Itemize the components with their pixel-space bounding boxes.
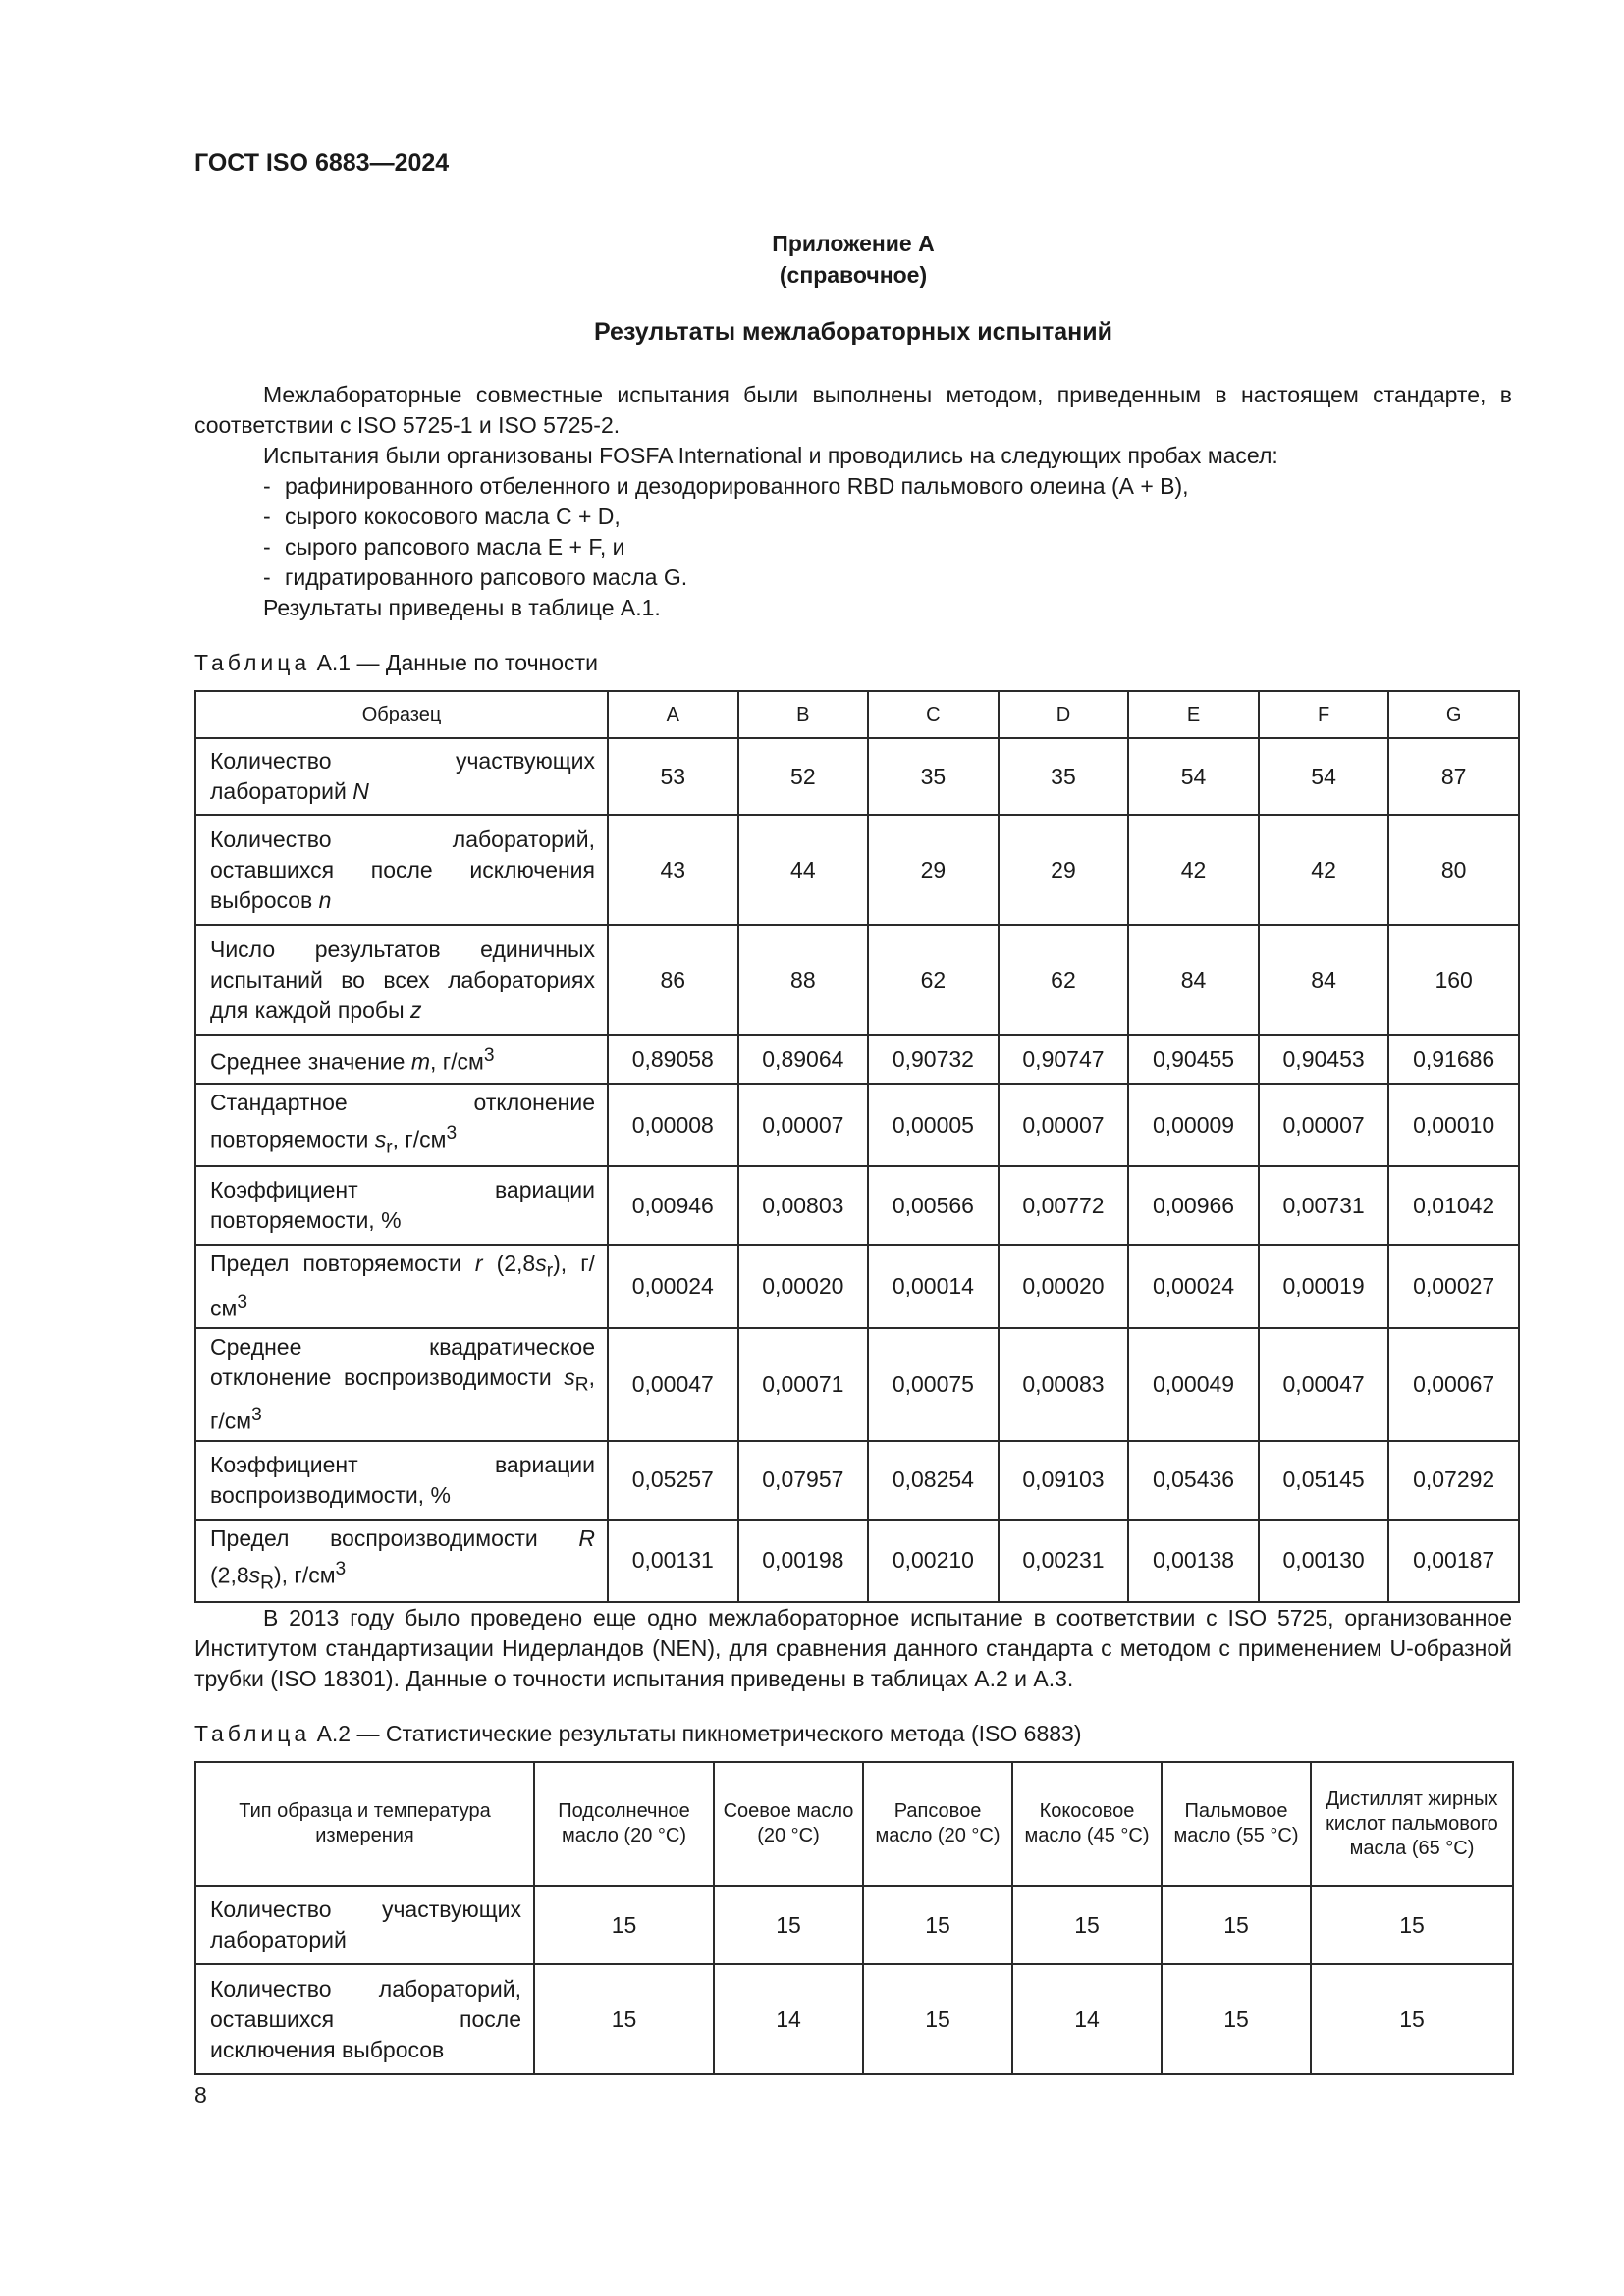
table-cell: 0,00009 bbox=[1128, 1084, 1259, 1166]
table-cell: 14 bbox=[714, 1964, 863, 2074]
table-row bbox=[195, 738, 1519, 815]
table-cell: 52 bbox=[738, 738, 869, 815]
table-cell: 0,00024 bbox=[608, 1245, 738, 1327]
list-item: - сырого кокосового масла С + D, bbox=[263, 504, 621, 529]
row-label: Количество лабораторий, оставшихся после исключения выбросов n bbox=[195, 815, 608, 925]
table-cell: 0,00566 bbox=[868, 1166, 999, 1245]
table-cell: 0,00005 bbox=[868, 1084, 999, 1166]
table-cell: 0,07957 bbox=[738, 1441, 869, 1520]
table-cell: 86 bbox=[608, 925, 738, 1035]
table-row bbox=[195, 925, 1519, 1035]
column-header-sample: Образец bbox=[195, 691, 608, 738]
row-label: Число результатов единичных испытаний во всех лабораториях для каждой пробы z bbox=[195, 925, 608, 1035]
table-cell: 62 bbox=[868, 925, 999, 1035]
table-cell: 15 bbox=[863, 1964, 1012, 2074]
table-cell: 84 bbox=[1128, 925, 1259, 1035]
annex-title: Приложение А bbox=[772, 231, 935, 256]
table-cell: 0,00803 bbox=[738, 1166, 869, 1245]
table-cell: 0,00187 bbox=[1388, 1520, 1519, 1602]
table-row bbox=[195, 1035, 1519, 1084]
annex-heading bbox=[194, 228, 1512, 291]
table-cell: 0,90747 bbox=[999, 1035, 1129, 1084]
table-cell: 0,00007 bbox=[1259, 1084, 1389, 1166]
table-cell: 84 bbox=[1259, 925, 1389, 1035]
table-cell: 0,90732 bbox=[868, 1035, 999, 1084]
table-cell: 160 bbox=[1388, 925, 1519, 1035]
table-cell: 0,00007 bbox=[738, 1084, 869, 1166]
table-row bbox=[195, 1328, 1519, 1441]
pycnometer-table bbox=[194, 1761, 1514, 2075]
table-cell: 35 bbox=[999, 738, 1129, 815]
table-cell: 0,00067 bbox=[1388, 1328, 1519, 1441]
table-cell: 0,09103 bbox=[999, 1441, 1129, 1520]
row-label: Предел повторяемости r $(2,8s_r)$, $г/см^3$ bbox=[195, 1245, 608, 1327]
table-cell: 0,00008 bbox=[608, 1084, 738, 1166]
column-header: E bbox=[1128, 691, 1259, 738]
column-header: D bbox=[999, 691, 1129, 738]
table-row bbox=[195, 1084, 1519, 1166]
table-row bbox=[195, 1964, 1513, 2074]
column-header: Рапсовое масло (20 °С) bbox=[863, 1762, 1012, 1886]
table-cell: 0,90455 bbox=[1128, 1035, 1259, 1084]
table-cell: 0,00020 bbox=[738, 1245, 869, 1327]
table-cell: 0,89058 bbox=[608, 1035, 738, 1084]
column-header: Пальмовое масло (55 °С) bbox=[1162, 1762, 1311, 1886]
row-label: Количество лабораторий, оставшихся после исключения выбросов bbox=[195, 1964, 534, 2074]
table-cell: 0,00731 bbox=[1259, 1166, 1389, 1245]
column-header: C bbox=[868, 691, 999, 738]
table-cell: 0,08254 bbox=[868, 1441, 999, 1520]
table-cell: 53 bbox=[608, 738, 738, 815]
table-cell: 0,90453 bbox=[1259, 1035, 1389, 1084]
document-code: ГОСТ ISO 6883—2024 bbox=[194, 149, 450, 177]
table-cell: 0,00210 bbox=[868, 1520, 999, 1602]
table-row bbox=[195, 1520, 1519, 1602]
table-cell: 35 bbox=[868, 738, 999, 815]
table-cell: 0,00010 bbox=[1388, 1084, 1519, 1166]
column-header: Соевое масло (20 °С) bbox=[714, 1762, 863, 1886]
page-number: 8 bbox=[194, 2082, 207, 2108]
table-cell: 0,00198 bbox=[738, 1520, 869, 1602]
table-row bbox=[195, 1441, 1519, 1520]
table-cell: 15 bbox=[534, 1886, 714, 1964]
column-header: Подсолнечное масло (20 °С) bbox=[534, 1762, 714, 1886]
row-label: Коэффициент вариации повторяемости, % bbox=[195, 1166, 608, 1245]
table-cell: 62 bbox=[999, 925, 1129, 1035]
row-label: Стандартное отклонение повторяемости $s_r$, $г/см^3$ bbox=[195, 1084, 608, 1166]
table-row bbox=[195, 1886, 1513, 1964]
table-cell: 0,01042 bbox=[1388, 1166, 1519, 1245]
table-row bbox=[195, 815, 1519, 925]
column-header: A bbox=[608, 691, 738, 738]
table-cell: 14 bbox=[1012, 1964, 1162, 2074]
table-cell: 0,07292 bbox=[1388, 1441, 1519, 1520]
table-cell: 0,00019 bbox=[1259, 1245, 1389, 1327]
table-cell: 15 bbox=[1012, 1886, 1162, 1964]
table-cell: 0,00231 bbox=[999, 1520, 1129, 1602]
table-cell: 15 bbox=[534, 1964, 714, 2074]
annex-subtitle: (справочное) bbox=[779, 262, 928, 288]
column-header: Дистиллят жирных кислот пальмового масла (65 °С) bbox=[1311, 1762, 1513, 1886]
table-cell: 54 bbox=[1259, 738, 1389, 815]
table-cell: 15 bbox=[1162, 1964, 1311, 2074]
table-cell: 0,00772 bbox=[999, 1166, 1129, 1245]
table-cell: 0,00130 bbox=[1259, 1520, 1389, 1602]
table-cell: 43 bbox=[608, 815, 738, 925]
table-cell: 0,00014 bbox=[868, 1245, 999, 1327]
column-header: Кокосовое масло (45 °С) bbox=[1012, 1762, 1162, 1886]
table-cell: 0,89064 bbox=[738, 1035, 869, 1084]
list-item: - рафинированного отбеленного и дезодорированного RBD пальмового олеина (А + В), bbox=[263, 473, 1189, 499]
column-header-sample-type: Тип образца и температура измерения bbox=[195, 1762, 534, 1886]
table-cell: 15 bbox=[1311, 1886, 1513, 1964]
table-cell: 87 bbox=[1388, 738, 1519, 815]
row-label: Предел воспроизводимости R $(2,8s_R)$, $г/см^3$ bbox=[195, 1520, 608, 1602]
table-cell: 0,91686 bbox=[1388, 1035, 1519, 1084]
table-cell: 0,00966 bbox=[1128, 1166, 1259, 1245]
row-label: Среднее квадратическое отклонение воспроизводимости $s_R$, $г/см^3$ bbox=[195, 1328, 608, 1441]
table-cell: 0,00020 bbox=[999, 1245, 1129, 1327]
table-cell: 15 bbox=[1162, 1886, 1311, 1964]
table-cell: 0,00047 bbox=[608, 1328, 738, 1441]
table-cell: 0,00946 bbox=[608, 1166, 738, 1245]
intro-paragraph-2: Испытания были организованы FOSFA International и проводились на следующих пробах масел: bbox=[263, 443, 1278, 468]
table-row bbox=[195, 1166, 1519, 1245]
table-cell: 0,05145 bbox=[1259, 1441, 1389, 1520]
column-header: B bbox=[738, 691, 869, 738]
table-cell: 42 bbox=[1259, 815, 1389, 925]
table-cell: 29 bbox=[999, 815, 1129, 925]
table-cell: 54 bbox=[1128, 738, 1259, 815]
row-label: Среднее значение m, $г/см^3$ bbox=[195, 1035, 608, 1084]
table2-caption: Таблица А.2 — Статистические результаты пикнометрического метода (ISO 6883) bbox=[194, 1721, 1082, 1746]
table-cell: 0,00027 bbox=[1388, 1245, 1519, 1327]
column-header: F bbox=[1259, 691, 1389, 738]
table-cell: 0,00007 bbox=[999, 1084, 1129, 1166]
paragraph-2013: В 2013 году было проведено еще одно межлабораторное испытание в соответствии с ISO 5725, организованное Институтом стандартизации Нидерландов (NEN), для сравнения данного стандарта с методом с применением U-образной трубки (ISO 18301). Данные о точности испытания приведены в таблицах А.2 и А.3. bbox=[194, 1605, 1512, 1691]
table-cell: 0,00047 bbox=[1259, 1328, 1389, 1441]
sample-list bbox=[194, 471, 1512, 593]
table-cell: 44 bbox=[738, 815, 869, 925]
table-cell: 29 bbox=[868, 815, 999, 925]
table-cell: 0,05257 bbox=[608, 1441, 738, 1520]
table-cell: 15 bbox=[863, 1886, 1012, 1964]
table-cell: 88 bbox=[738, 925, 869, 1035]
table-cell: 0,00075 bbox=[868, 1328, 999, 1441]
list-item: - сырого рапсового масла Е + F, и bbox=[263, 534, 625, 560]
list-item: - гидратированного рапсового масла G. bbox=[263, 564, 688, 590]
row-label: Коэффициент вариации воспроизводимости, % bbox=[195, 1441, 608, 1520]
table-cell: 0,05436 bbox=[1128, 1441, 1259, 1520]
table-row bbox=[195, 1245, 1519, 1327]
row-label: Количество участвующих лабораторий N bbox=[195, 738, 608, 815]
table-cell: 0,00083 bbox=[999, 1328, 1129, 1441]
table-cell: 0,00071 bbox=[738, 1328, 869, 1441]
table-cell: 80 bbox=[1388, 815, 1519, 925]
section-title: Результаты межлабораторных испытаний bbox=[593, 318, 1112, 346]
table-cell: 0,00049 bbox=[1128, 1328, 1259, 1441]
table1-caption: Таблица А.1 — Данные по точности bbox=[194, 650, 598, 675]
row-label: Количество участвующих лабораторий bbox=[195, 1886, 534, 1964]
intro-text bbox=[194, 380, 1512, 623]
table-cell: 42 bbox=[1128, 815, 1259, 925]
table-cell: 0,00024 bbox=[1128, 1245, 1259, 1327]
table-cell: 15 bbox=[1311, 1964, 1513, 2074]
intro-paragraph-3: Результаты приведены в таблице А.1. bbox=[263, 595, 661, 620]
table-cell: 0,00131 bbox=[608, 1520, 738, 1602]
table-cell: 15 bbox=[714, 1886, 863, 1964]
intro-paragraph-1: Межлабораторные совместные испытания были выполнены методом, приведенным в настоящем стандарте, в соответствии с ISO 5725-1 и ISO 5725-2. bbox=[194, 382, 1512, 438]
table-cell: 0,00138 bbox=[1128, 1520, 1259, 1602]
column-header: G bbox=[1388, 691, 1519, 738]
precision-table bbox=[194, 690, 1520, 1603]
